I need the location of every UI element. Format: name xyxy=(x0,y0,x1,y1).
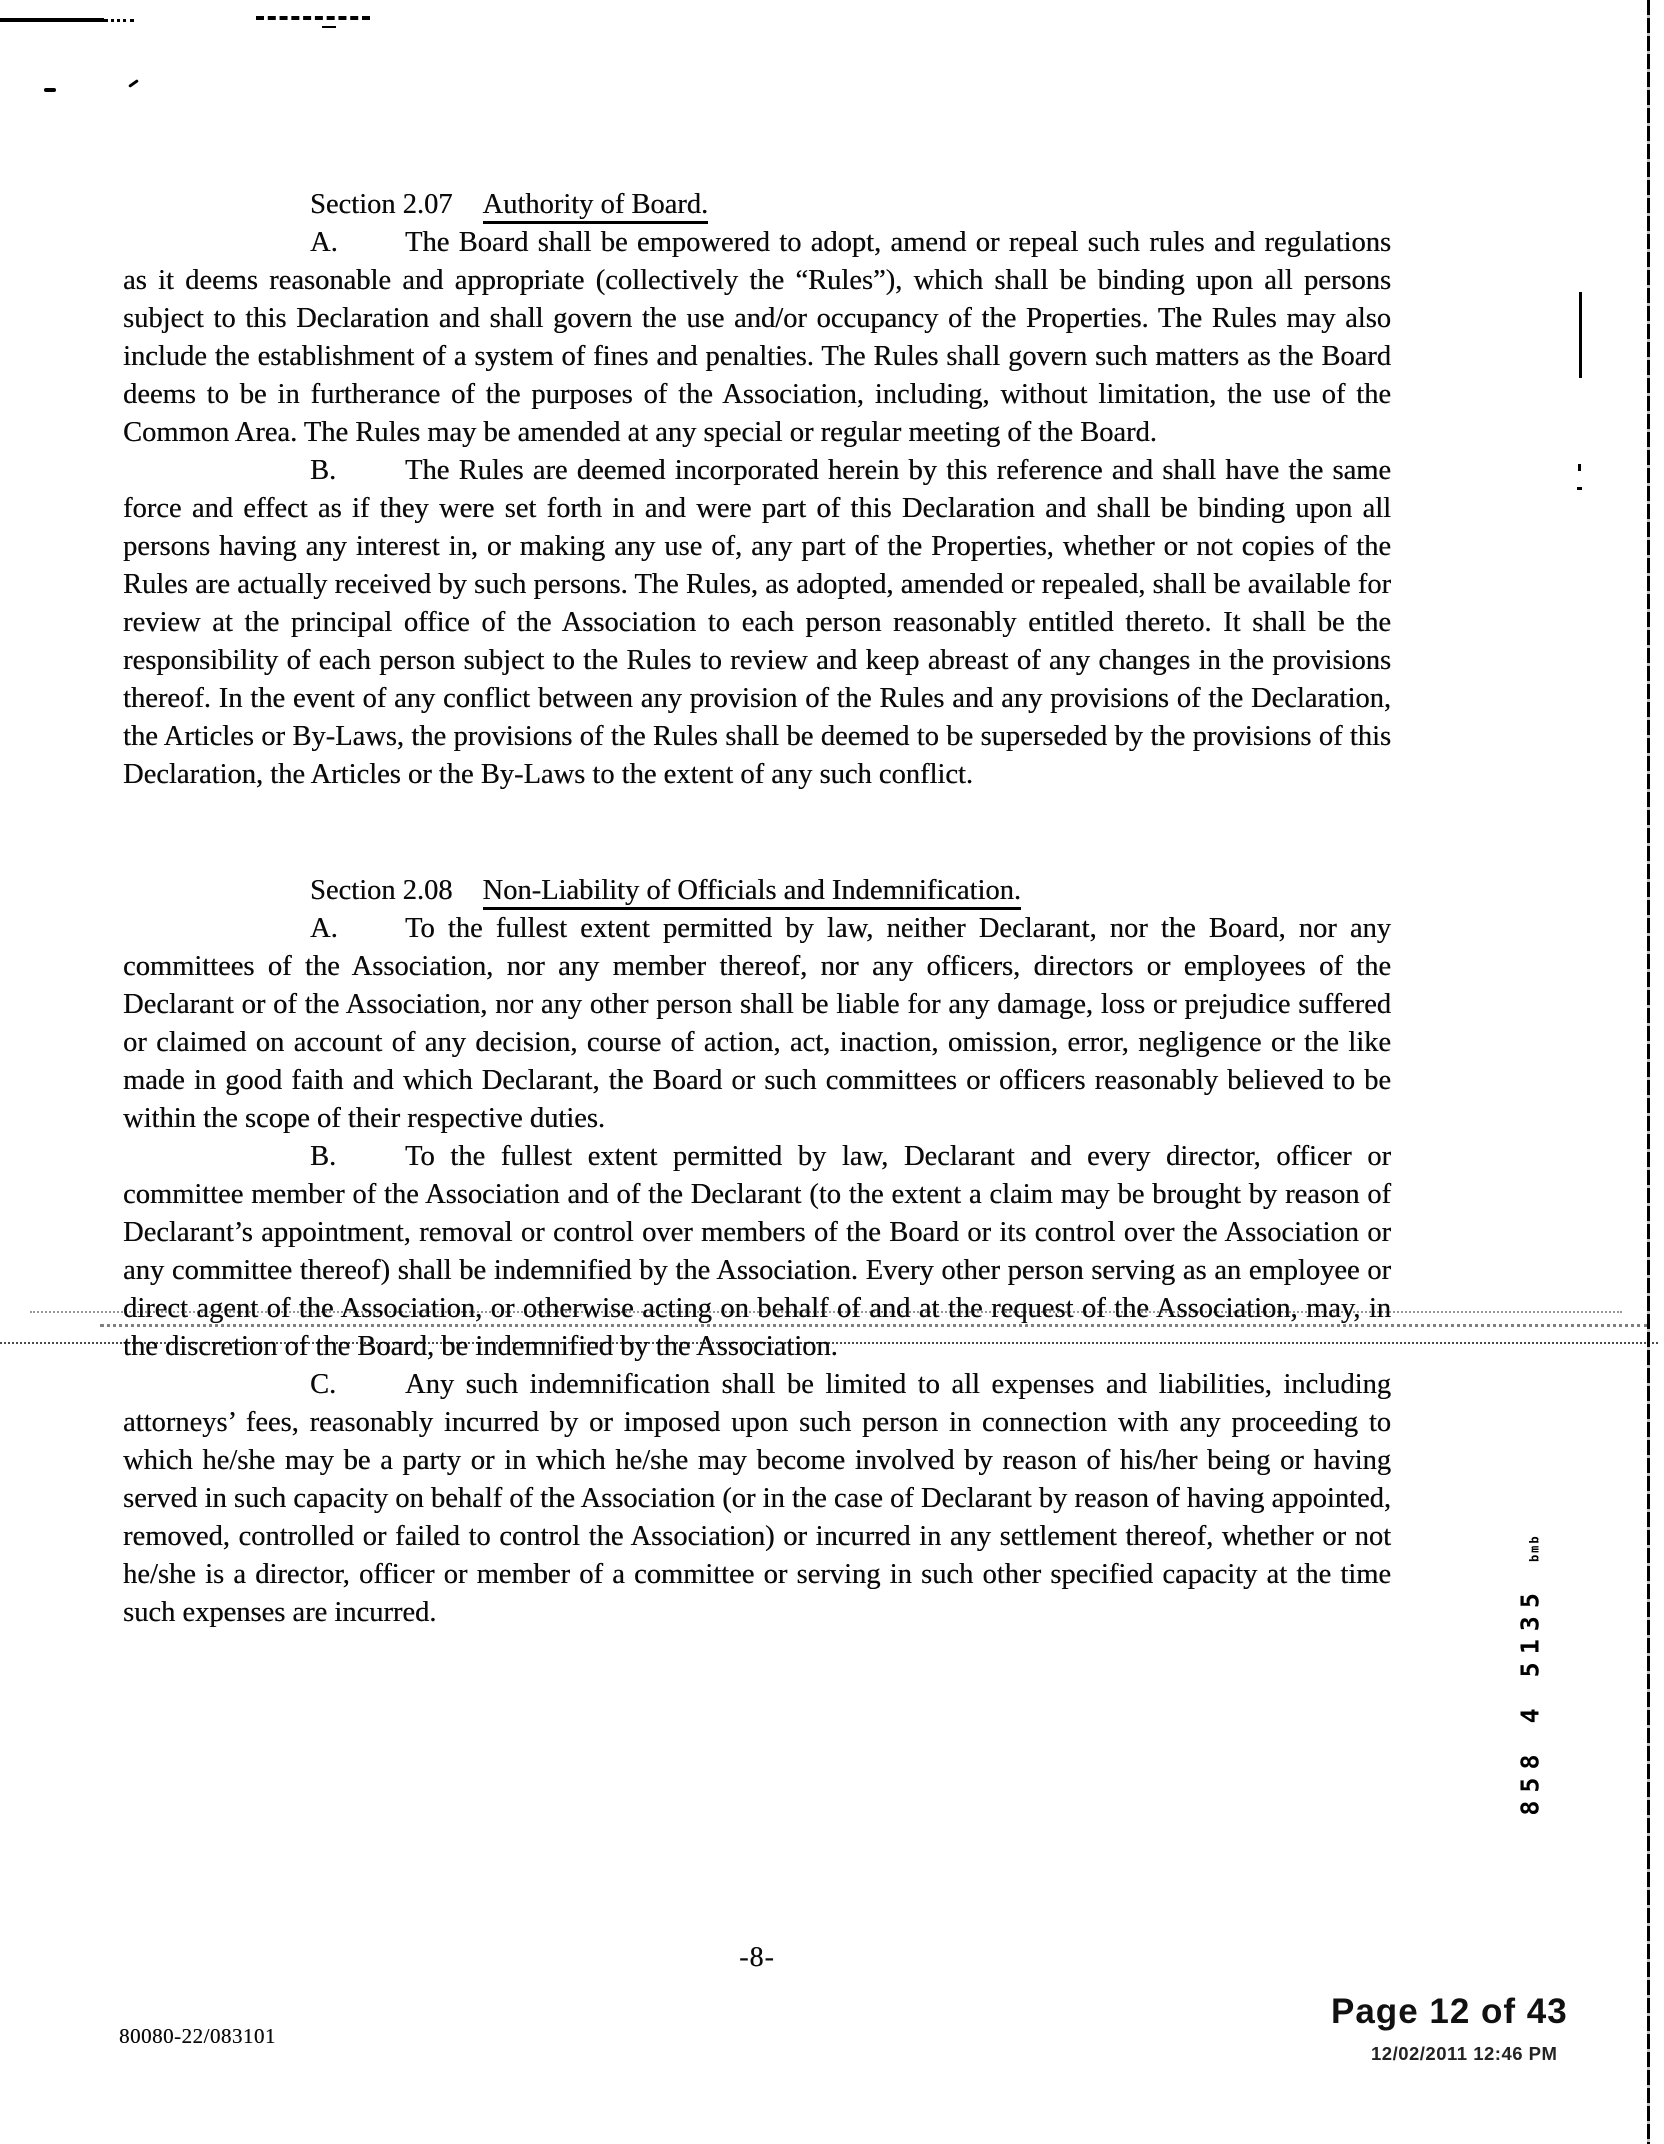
section-heading-2-07 xyxy=(310,186,1391,224)
scan-artifact-dash-mark xyxy=(44,88,56,92)
paragraph-label: A. xyxy=(310,913,338,944)
scan-artifact-top-dash-small xyxy=(322,26,336,28)
section-title: Non-Liability of Officials and Indemnification. xyxy=(483,875,1021,910)
section-title: Authority of Board. xyxy=(483,189,709,224)
paragraph-text: To the fullest extent permitted by law, Declarant and every director, officer or committee member of the Association and of the Declarant (to the extent a claim may be brought by reason of Declarant’s appointment, removal or control over members of the Board or its control over the Association or any committee thereof) shall be indemnified by the Association. Every other person serving as an employee or direct agent of the Association, or otherwise acting on behalf of and at the request of the Association, may, in the discretion of the Board, be indemnified by the Association. xyxy=(123,1141,1391,1362)
document-body xyxy=(123,186,1391,1632)
side-stamp-main: 858 4 5135 xyxy=(1515,1585,1545,1816)
document-number: 80080-22/083101 xyxy=(119,2024,276,2048)
paragraph-label: B. xyxy=(310,1141,337,1172)
page-number: -8- xyxy=(739,1942,775,1973)
paragraph-2-08-A xyxy=(123,910,1391,1138)
side-stamp-small: bmb xyxy=(1527,1534,1542,1563)
scan-artifact-right-dot-1 xyxy=(1578,464,1581,471)
scan-artifact-top-dashes xyxy=(256,16,370,20)
scan-artifact-top-line xyxy=(0,18,104,22)
paragraph-text: To the fullest extent permitted by law, neither Declarant, nor the Board, nor any committees of the Association, nor any member thereof, nor any officers, directors or employees of the Declarant or of the Association, nor any other person shall be liable for any damage, loss or prejudice suffered or claimed on account of any decision, course of action, act, inaction, omission, error, negligence or the like made in good faith and which Declarant, the Board or such committees or officers reasonably believed to be within the scope of their respective duties. xyxy=(123,913,1391,1134)
paragraph-2-08-B xyxy=(123,1138,1391,1366)
paragraph-text: The Board shall be empowered to adopt, amend or repeal such rules and regulations as it deems reasonable and appropriate (collectively the “Rules”), which shall be binding upon all persons subject to this Declaration and shall govern the use and/or occupancy of the Properties. The Rules may also include the establishment of a system of fines and penalties. The Rules shall govern such matters as the Board deems to be in furtherance of the purposes of the Association, including, without limitation, the use of the Common Area. The Rules may be amended at any special or regular meeting of the Board. xyxy=(123,227,1391,448)
scan-artifact-page-edge-line xyxy=(1647,0,1650,2144)
paragraph-label: B. xyxy=(310,455,337,486)
section-label: Section 2.08 xyxy=(310,875,453,906)
section-label: Section 2.07 xyxy=(310,189,453,220)
scan-artifact-right-dot-2 xyxy=(1577,487,1582,490)
paragraph-text: The Rules are deemed incorporated herein by this reference and shall have the same force and effect as if they were set forth in and were part of this Declaration and shall be binding upon all persons having any interest in, or making any use of, any part of the Properties, whether or not copies of the Rules are actually received by such persons. The Rules, as adopted, amended or repealed, shall be available for review at the principal office of the Association to each person reasonably entitled thereto. It shall be the responsibility of each person subject to the Rules to review and keep abreast of any changes in the provisions thereof. In the event of any conflict between any provision of the Rules and any provisions of the Declaration, the Articles or By-Laws, the provisions of the Rules shall be deemed to be superseded by the provisions of this Declaration, the Articles or the By-Laws to the extent of any such conflict. xyxy=(123,455,1391,790)
section-heading-2-08 xyxy=(310,872,1391,910)
paragraph-label: C. xyxy=(310,1369,337,1400)
paragraph-2-07-A xyxy=(123,224,1391,452)
scan-artifact-top-line-dots xyxy=(104,19,134,22)
paragraph-text: Any such indemnification shall be limited to all expenses and liabilities, including attorneys’ fees, reasonably incurred by or imposed upon such person in connection with any proceeding to which he/she may be a party or in which he/she may become involved by reason of his/her being or having served in such capacity on behalf of the Association (or in the case of Declarant by reason of having appointed, removed, controlled or failed to control the Association) or incurred in any settlement thereof, whether or not he/she is a director, officer or member of a committee or serving in such other specified capacity at the time such expenses are incurred. xyxy=(123,1369,1391,1628)
scan-artifact-tick-mark xyxy=(128,79,139,88)
page-label-stamp: Page 12 of 43 xyxy=(1331,1992,1568,2031)
side-stamp xyxy=(1498,1505,1562,1845)
scan-artifact-right-tick xyxy=(1579,292,1582,378)
paragraph-label: A. xyxy=(310,227,338,258)
paragraph-2-07-B xyxy=(123,452,1391,794)
paragraph-2-08-C xyxy=(123,1366,1391,1632)
side-stamp-text xyxy=(1516,1534,1545,1815)
timestamp-stamp: 12/02/2011 12:46 PM xyxy=(1371,2043,1558,2064)
